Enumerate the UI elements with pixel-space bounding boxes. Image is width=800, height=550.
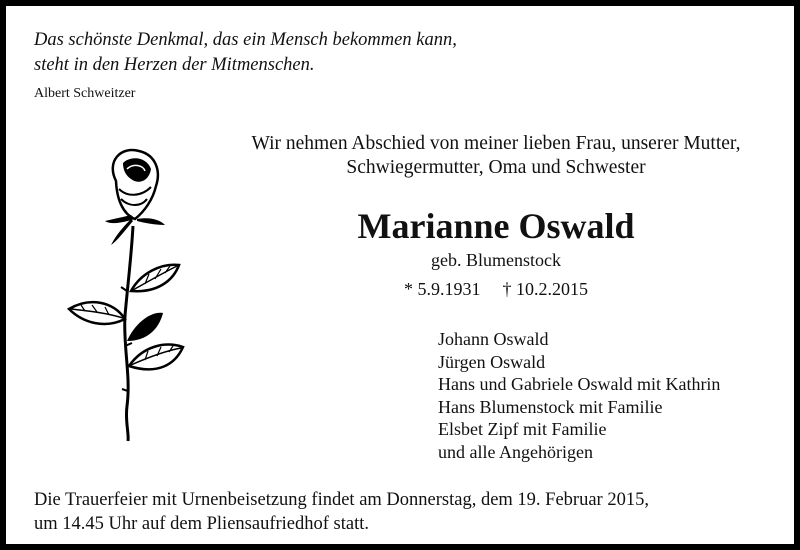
mourner-item: Hans Blumenstock mit Familie <box>438 396 663 417</box>
birth-date: * 5.9.1931 <box>404 279 481 299</box>
funeral-notice <box>34 488 774 536</box>
quote-author: Albert Schweitzer <box>34 86 136 101</box>
quote-line-2: steht in den Herzen der Mitmenschen. <box>34 55 315 75</box>
intro-line-1: Wir nehmen Abschied von meiner lieben Frau, unserer Mutter, <box>251 133 741 154</box>
mourner-item: Johann Oswald <box>438 329 549 349</box>
funeral-notice-line-2: um 14.45 Uhr auf dem Pliensaufriedhof statt. <box>34 514 369 534</box>
life-dates <box>216 278 776 300</box>
intro-text <box>216 132 776 180</box>
mourners-list <box>438 328 720 463</box>
mourner-item: Elsbet Zipf mit Familie <box>438 419 607 439</box>
rose-icon <box>61 141 201 446</box>
deceased-name: Marianne Oswald <box>357 206 635 246</box>
quote <box>34 28 554 78</box>
mourner-item: Hans und Gabriele Oswald mit Kathrin <box>438 374 721 394</box>
funeral-notice-line-1: Die Trauerfeier mit Urnenbeisetzung findet am Donnerstag, dem 19. Februar 2015, <box>34 490 649 510</box>
mourner-item: Jürgen Oswald <box>438 351 546 372</box>
intro-line-2: Schwiegermutter, Oma und Schwester <box>346 157 646 178</box>
birth-name: geb. Blumenstock <box>431 250 561 270</box>
death-date: † 10.2.2015 <box>502 279 588 299</box>
mourner-item: und alle Angehörigen <box>438 441 593 462</box>
quote-line-1: Das schönste Denkmal, das ein Mensch bekommen kann, <box>34 30 457 50</box>
